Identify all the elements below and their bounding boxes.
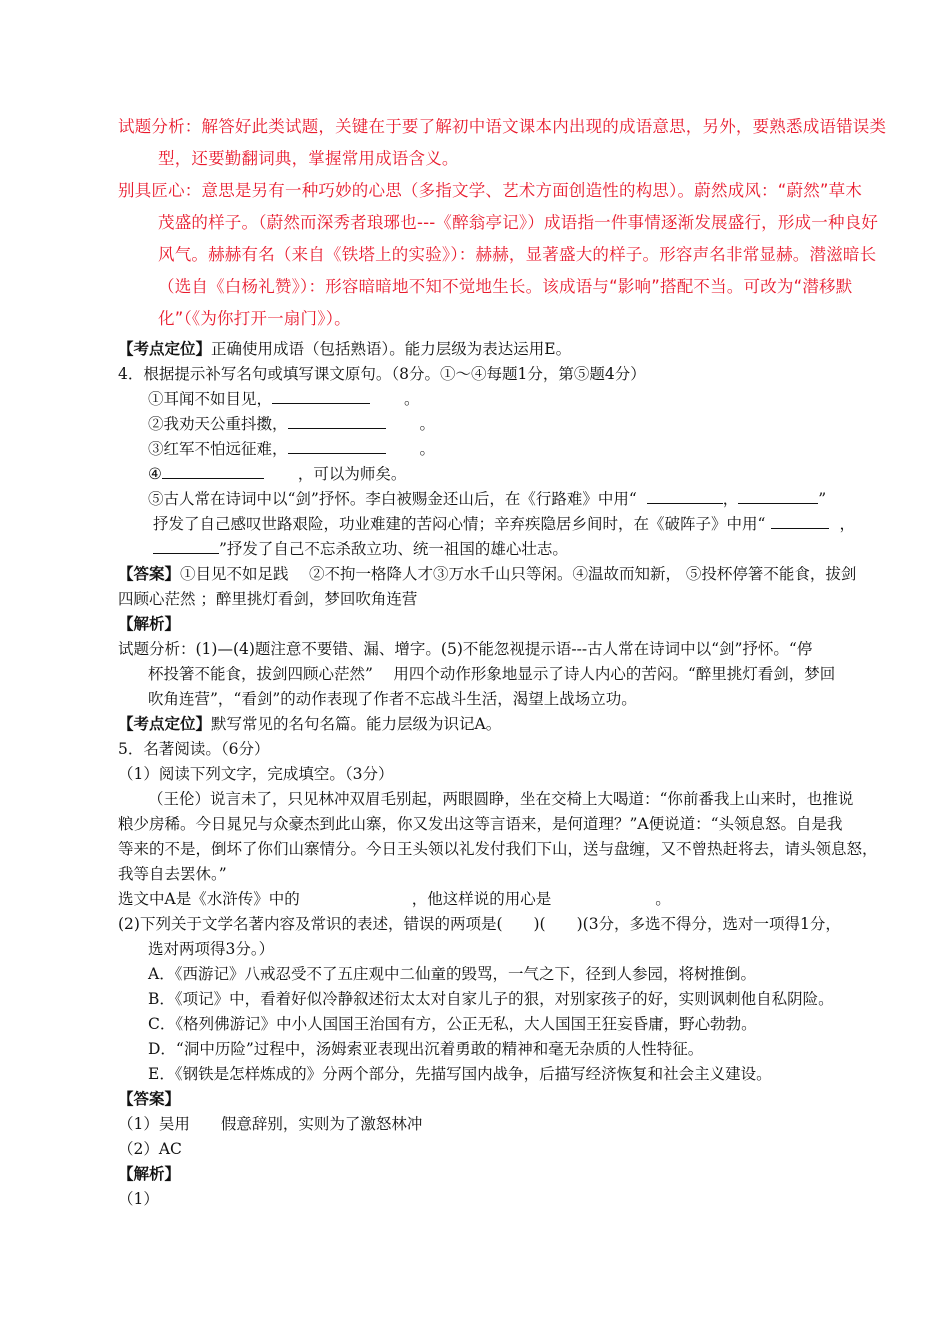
kaodian-4 (118, 713, 501, 735)
q5-passage-1: （王伦）说言未了，只见林冲双眉毛别起，两眼圆睁，坐在交椅上大喝道：“你前番我上山来时，也推说 (148, 790, 854, 808)
analysis-line-2: 型，还要勤翻词典，掌握常用成语含义。 (158, 149, 459, 168)
q4-item-5-text-2: 抒发了自己感叹世路艰险，功业难建的苦闷心情；辛弃疾隐居乡间时，在《破阵子》中用“ (153, 515, 766, 533)
fill-blank[interactable] (288, 413, 386, 429)
q4-item-5-text-3: ”抒发了自己不忘杀敌立功、统一祖国的雄心壮志。 (219, 540, 568, 558)
q4-item-4-text: ，可以为师矣。 (297, 465, 407, 483)
fill-blank[interactable] (738, 488, 818, 504)
punct: 。 (419, 440, 436, 458)
q5-option-e: E．《钢铁是怎样炼成的》分两个部分，先描写国内战争，后描写经济恢复和社会主义建设。 (148, 1065, 772, 1083)
q4-item-2-text: ②我劝天公重抖擞， (148, 415, 288, 433)
kaodian-tag: 【考点定位】 (118, 339, 212, 358)
fill-blank[interactable] (288, 438, 386, 454)
q5-sub-1: （1）阅读下列文字，完成填空。（3分） (118, 765, 394, 783)
q4-item-5b (153, 513, 855, 535)
q5-sub-2-line-1: (2)下列关于文学名著内容及常识的表述，错误的两项是( )( )(3分，多选不得分，选对一项得1分， (118, 915, 841, 933)
q5-passage-2: 粮少房稀。今日晁兄与众豪杰到此山寨，你又发出这等言语来，是何道理？”A便说道：“头领息怒。自是我 (118, 815, 843, 833)
q4-item-5c (153, 538, 568, 560)
kaodian-text: 正确使用成语（包括熟语）。能力层级为表达运用E。 (211, 340, 572, 358)
q4-item-4-num: ④ (148, 465, 162, 483)
answer-4-line-1 (118, 563, 856, 585)
q5-fill-text-b: ，他这样说的用心是 (411, 890, 552, 908)
q4-item-2 (148, 413, 435, 435)
answer-tag: 【答案】 (118, 564, 181, 583)
answer-4-line-2: 四顾心茫然 ；醉里挑灯看剑，梦回吹角连营 (118, 590, 418, 608)
punct: 。 (655, 890, 671, 908)
kaodian-3 (118, 338, 571, 360)
q4-item-5-text: ⑤古人常在诗词中以“剑”抒怀。李白被赐金还山后，在《行路难》中用“ (148, 490, 637, 508)
answer-5-tag: 【答案】 (118, 1089, 181, 1108)
q4-item-3 (148, 438, 435, 460)
analysis-line-7: 化”（《为你打开一扇门》）。 (158, 309, 351, 328)
punct: ， (722, 490, 739, 508)
analysis-line-1: 试题分析：解答好此类试题，关键在于要了解初中语文课本内出现的成语意思，另外，要熟悉成语错误类 (118, 117, 887, 136)
answer-5-line-2: （2）AC (118, 1140, 182, 1158)
analysis-line-5: 风气。赫赫有名（来自《铁塔上的实验》）：赫赫，显著盛大的样子。形容声名非常显赫。潜滋暗长 (158, 245, 877, 264)
jiexi-5-tag: 【解析】 (118, 1164, 181, 1183)
punct: 。 (404, 390, 420, 408)
fill-blank[interactable] (153, 538, 219, 554)
answer-4-text: ①目见不如足践 ②不拘一格降人才③万水千山只等闲。④温故而知新， ⑤投杯停箸不能食，拔剑 (180, 565, 857, 583)
punct: ， (839, 515, 855, 533)
analysis-4-line-1: 试题分析：(1)—(4)题注意不要错、漏、增字。(5)不能忽视提示语---古人常在诗词中以“剑”抒怀。“停 (118, 640, 813, 658)
analysis-4-line-3: 吹角连营”，“看剑”的动作表现了作者不忘战斗生活，渴望上战场立功。 (148, 690, 637, 708)
jiexi-5-line-1: （1） (118, 1190, 159, 1208)
analysis-line-3: 别具匠心：意思是另有一种巧妙的心思（多指文学、艺术方面创造性的构思）。蔚然成风：“蔚然”草木 (118, 181, 863, 200)
analysis-line-4: 茂盛的样子。（蔚然而深秀者琅琊也---《醉翁亭记》）成语指一件事情逐渐发展盛行，形成一种良好 (158, 213, 879, 232)
fill-blank[interactable] (771, 513, 829, 529)
kaodian-tag: 【考点定位】 (118, 714, 212, 733)
analysis-4-line-2: 杯投箸不能食，拔剑四顾心茫然” 用四个动作形象地显示了诗人内心的苦闷。“醉里挑灯看剑，梦回 (148, 665, 836, 683)
fill-blank[interactable] (647, 488, 723, 504)
q4-item-1-text: ①耳闻不如目见， (148, 390, 273, 408)
q5-sub-2-line-2: 选对两项得3分。） (148, 940, 275, 958)
q4-item-5a (148, 488, 826, 510)
fill-blank[interactable] (272, 388, 370, 404)
punct: 。 (419, 415, 436, 433)
q5-fill-text-a: 选文中A是《水浒传》中的 (118, 890, 300, 908)
kaodian-text: 默写常见的名句名篇。能力层级为识记A。 (211, 715, 502, 733)
q4-item-3-text: ③红军不怕远征难， (148, 440, 288, 458)
q5-option-c: C．《格列佛游记》中小人国国王治国有方，公正无私，大人国国王狂妄昏庸，野心勃勃。 (148, 1015, 757, 1033)
answer-5-line-1: （1）吴用 假意辞别，实则为了激怒林冲 (118, 1115, 423, 1133)
q5-passage-4: 我等自去罢休。” (118, 865, 227, 883)
q5-passage-3: 等来的不是，倒坏了你们山寨情分。今日王头领以礼发付我们下山，送与盘缠，又不曾热赶将去，请头领息怒， (118, 840, 878, 858)
q5-option-a: A．《西游记》八戒忍受不了五庄观中二仙童的毁骂，一气之下，径到人参园，将树推倒。 (148, 965, 756, 983)
q5-fill-line (118, 888, 671, 910)
jiexi-4-tag: 【解析】 (118, 614, 181, 633)
q4-title: 4．根据提示补写名句或填写课文原句。（8分。①～④每题1分，第⑤题4分） (118, 365, 646, 383)
q5-option-d: D．“洞中历险”过程中，汤姆索亚表现出沉着勇敢的精神和毫无杂质的人性特征。 (148, 1040, 704, 1058)
q5-title: 5．名著阅读。（6分） (118, 740, 270, 758)
q5-option-b: B．《项记》中，看着好似冷静叙述衍太太对自家儿子的狠，对别家孩子的好，实则讽刺他自私阴险。 (148, 990, 834, 1008)
q4-item-1 (148, 388, 420, 410)
fill-blank[interactable] (162, 463, 264, 479)
q4-item-4 (148, 463, 406, 485)
analysis-line-6: （选自《白杨礼赞》）：形容暗暗地不知不觉地生长。该成语与“影响”搭配不当。可改为“潜移默 (158, 277, 853, 296)
punct: ” (818, 490, 827, 508)
